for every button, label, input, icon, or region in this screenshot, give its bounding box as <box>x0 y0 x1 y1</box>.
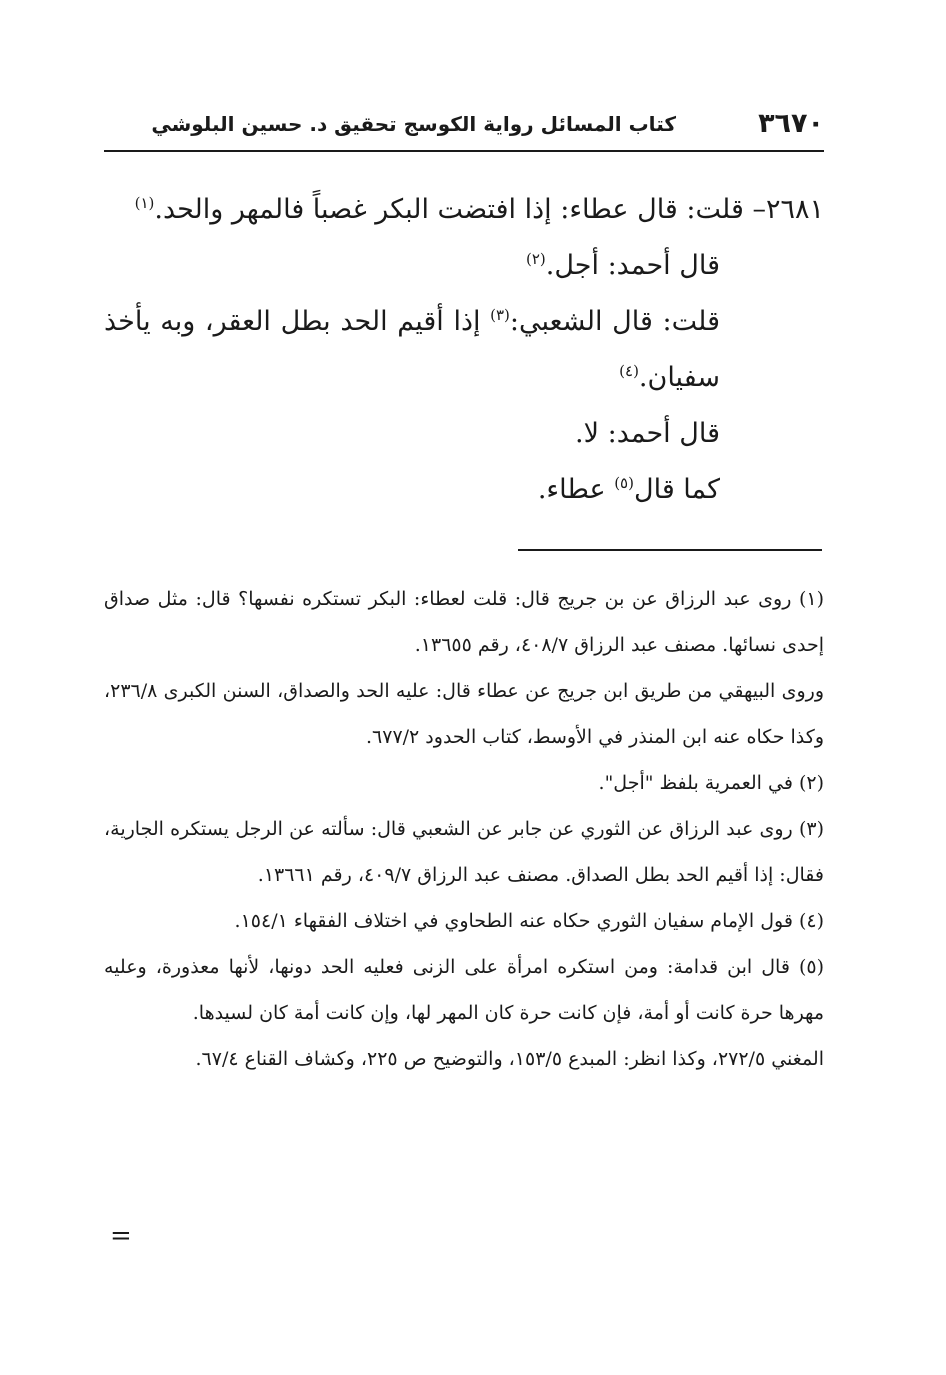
footnote-ref-5: (٥) <box>614 474 634 492</box>
footnote-1: (١) روى عبد الرزاق عن بن جريج قال: قلت لعطاء: البكر تستكره نفسها؟ قال: مثل صداق إحدى نسائها. مصنف عبد الرزاق ٤٠٨/٧، رقم ١٣٦٥٥. <box>104 588 824 656</box>
footnote-ref-2: (٢) <box>526 250 546 268</box>
question-paragraph-2 <box>104 294 824 406</box>
footnote-5: (٥) قال ابن قدامة: ومن استكره امرأة على الزنى فعليه الحد دونها، لأنها معذورة، وعليه مهرها حرة كانت أو أمة، فإن كانت حرة كان المهر لها، وإن كانت أمة كان لسيدها. <box>104 956 824 1024</box>
footnote-1-continued: وروى البيهقي من طريق ابن جريج عن عطاء قال: عليه الحد والصداق، السنن الكبرى ٢٣٦/٨، وكذا حكاه عنه ابن المنذر في الأوسط، كتاب الحدود ٦٧٧/٢. <box>104 680 824 748</box>
footnotes <box>104 576 824 1082</box>
answer-paragraph-1 <box>104 238 824 294</box>
question-text-2b: إذا أقيم الحد بطل العقر، وبه يأخذ سفيان. <box>104 306 720 393</box>
issue-text: قلت: قال عطاء: إذا افتضت البكر غصباً فالمهر والحد. <box>154 194 744 225</box>
footnote-ref-1: (١) <box>134 194 155 212</box>
question-text-2a: قلت: قال الشعبي: <box>509 306 720 337</box>
issue-number: ٢٦٨١– <box>752 194 824 225</box>
answer-text-3a: كما قال <box>633 474 720 505</box>
page-header <box>104 104 824 148</box>
continuation-mark: = <box>110 1221 132 1251</box>
answer-text-3b: عطاء. <box>537 474 606 505</box>
footnote-ref-3: (٣) <box>490 306 510 324</box>
answer-paragraph-3 <box>104 462 824 518</box>
footnote-3: (٣) روى عبد الرزاق عن الثوري عن جابر عن الشعبي قال: سألته عن الرجل يستكره الجارية، فقال: إذا أقيم الحد بطل الصداق. مصنف عبد الرزاق ٤٠٩/٧، رقم ١٣٦٦١. <box>104 818 824 886</box>
main-text <box>104 182 824 518</box>
answer-paragraph-2 <box>104 406 824 462</box>
footnote-4: (٤) قول الإمام سفيان الثوري حكاه عنه الطحاوي في اختلاف الفقهاء ١٥٤/١. <box>234 910 824 932</box>
footnote-5-continued: المغني ٢٧٢/٥، وكذا انظر: المبدع ١٥٣/٥، والتوضيح ص ٢٢٥، وكشاف القناع ٦٧/٤. <box>195 1048 824 1070</box>
answer-text-1: قال أحمد: أجل. <box>545 250 720 281</box>
page-number: ٣٦٧٠ <box>758 108 824 139</box>
answer-text-2: قال أحمد: لا. <box>575 418 720 449</box>
footnote-separator <box>518 549 822 551</box>
issue-paragraph <box>104 182 824 238</box>
running-title: كتاب المسائل رواية الكوسج تحقيق د. حسين البلوشي <box>151 112 676 136</box>
footnote-ref-4: (٤) <box>619 362 639 380</box>
header-rule <box>104 150 824 152</box>
footnote-2: (٢) في العمرية بلفظ "أجل". <box>598 772 824 794</box>
